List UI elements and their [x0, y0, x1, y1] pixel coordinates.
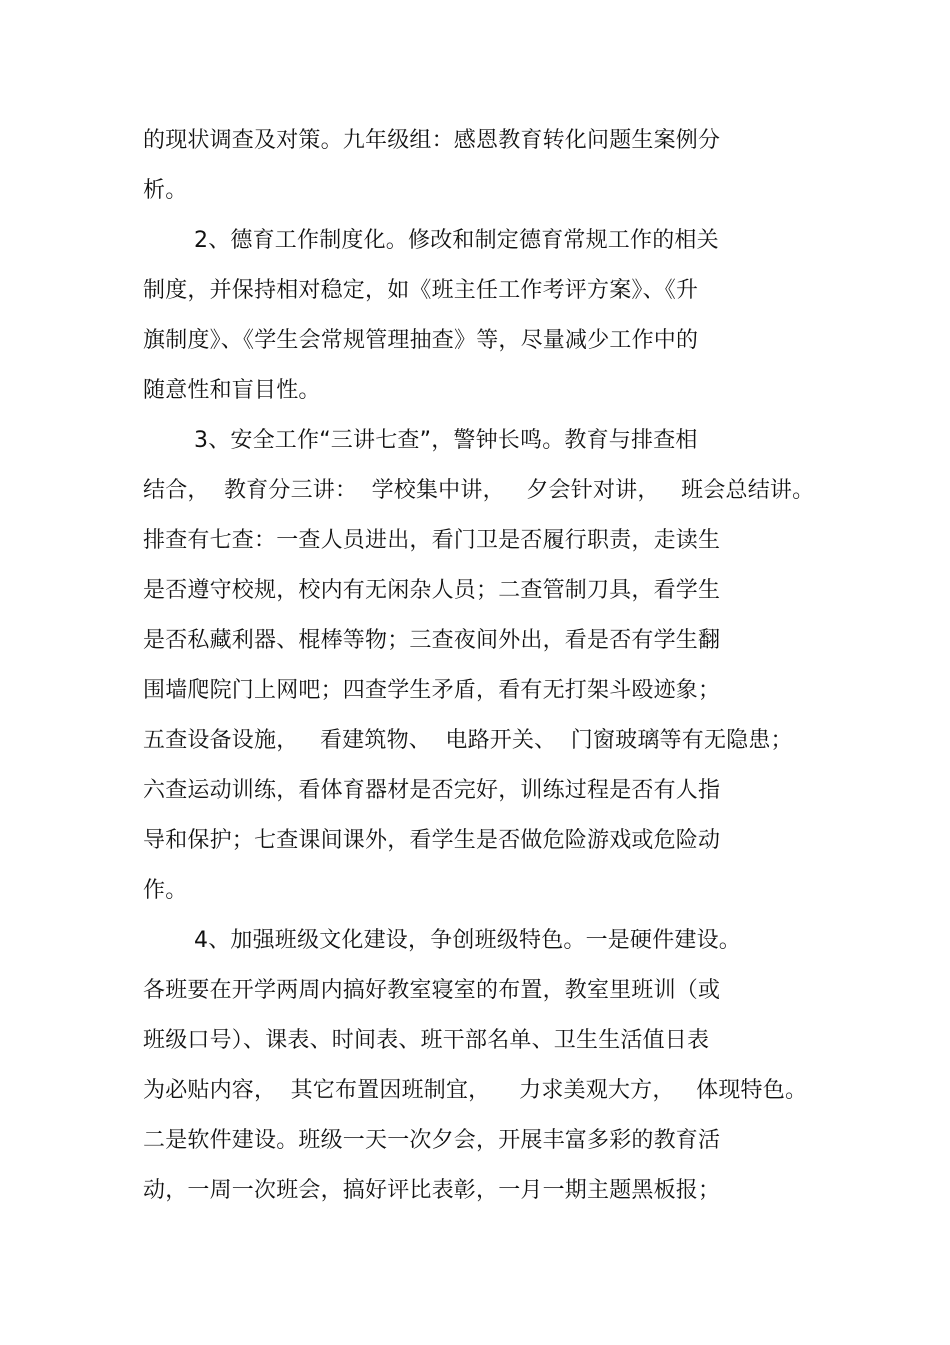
text-line-5: 旗制度》、《学生会常规管理抽查》等，尽量减少工作中的 [143, 328, 699, 353]
text-line-2: 析。 [143, 178, 188, 203]
paragraph-4-heading: 4、加强班级文化建设，争创班级特色。一是硬件建设。 [194, 928, 741, 953]
text-line-19: 班级口号）、课表、时间表、班干部名单、卫生生活值日表 [143, 1028, 710, 1053]
text-line-8: 结合， 教育分三讲： 学校集中讲， 夕会针对讲， 班会总结讲。 [143, 478, 815, 503]
text-line-4: 制度，并保持相对稳定，如《班主任工作考评方案》、《升 [143, 278, 699, 303]
text-line-21: 二是软件建设。班级一天一次夕会，开展丰富多彩的教育活 [143, 1128, 721, 1153]
paragraph-2-heading: 2、德育工作制度化。修改和制定德育常规工作的相关 [194, 228, 719, 253]
text-line-10: 是否遵守校规，校内有无闲杂人员；二查管制刀具，看学生 [143, 578, 721, 603]
text-line-12: 围墙爬院门上网吧；四查学生矛盾，看有无打架斗殴迹象； [143, 678, 721, 703]
text-line-6: 随意性和盲目性。 [143, 378, 321, 403]
text-line-11: 是否私藏利器、棍棒等物；三查夜间外出，看是否有学生翻 [143, 628, 721, 653]
paragraph-3-heading: 3、安全工作“三讲七查”，警钟长鸣。教育与排查相 [194, 428, 698, 453]
text-line-15: 导和保护；七查课间课外，看学生是否做危险游戏或危险动 [143, 828, 721, 853]
text-line-1: 的现状调查及对策。九年级组：感恩教育转化问题生案例分 [143, 128, 721, 153]
text-line-16: 作。 [143, 878, 188, 903]
text-line-9: 排查有七查：一查人员进出，看门卫是否履行职责，走读生 [143, 528, 721, 553]
text-line-14: 六查运动训练，看体育器材是否完好，训练过程是否有人指 [143, 778, 721, 803]
text-line-13: 五查设备设施， 看建筑物、 电路开关、 门窗玻璃等有无隐患； [143, 728, 793, 753]
text-line-22: 动，一周一次班会，搞好评比表彰，一月一期主题黑板报； [143, 1178, 721, 1203]
text-line-18: 各班要在开学两周内搞好教室寝室的布置，教室里班训（或 [143, 978, 721, 1003]
text-line-20: 为必贴内容， 其它布置因班制宜， 力求美观大方， 体现特色。 [143, 1078, 808, 1103]
